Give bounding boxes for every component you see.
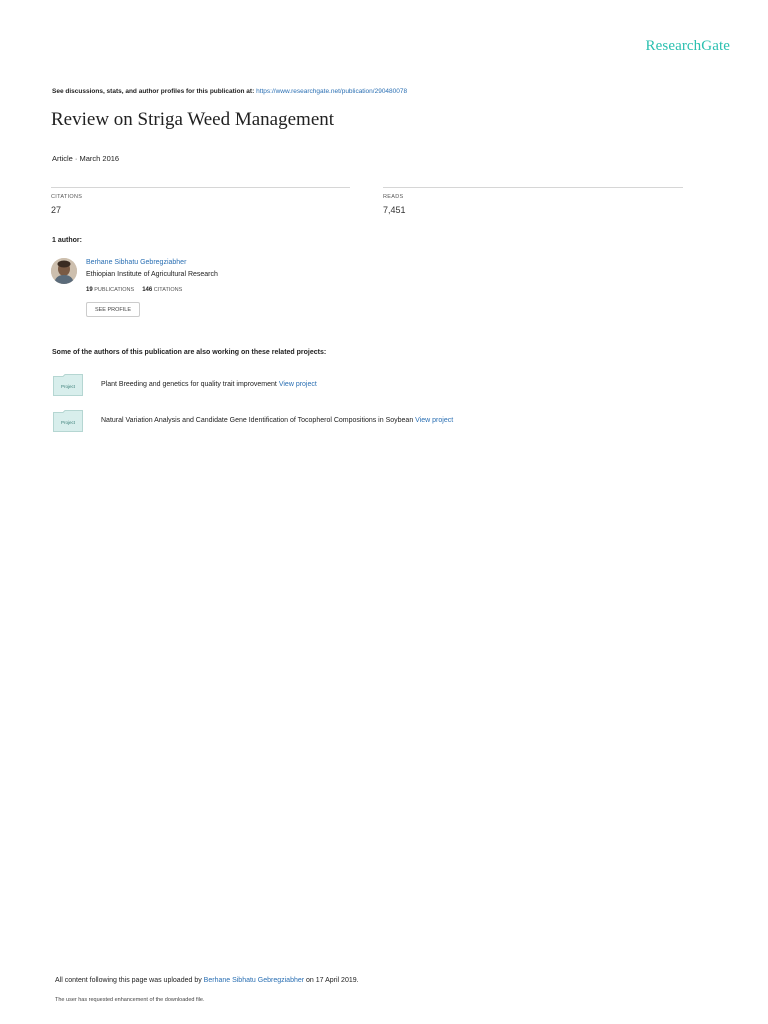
author-publications-label: PUBLICATIONS — [94, 287, 135, 293]
footer-uploader-link[interactable]: Berhane Sibhatu Gebregziabher — [203, 977, 305, 984]
footer-uploaded-line — [55, 977, 359, 984]
reads-label: READS — [383, 194, 404, 200]
citations-stat — [51, 187, 350, 215]
reads-value: 7,451 — [383, 205, 406, 215]
author-institution: Ethiopian Institute of Agricultural Research — [86, 271, 218, 278]
publication-url-link[interactable]: https://www.researchgate.net/publication/290480078 — [256, 88, 408, 95]
see-discussions-text: See discussions, stats, and author profiles for this publication at: — [52, 88, 255, 95]
project-item — [53, 374, 573, 396]
author-citations-label: CITATIONS — [153, 287, 183, 293]
related-projects-heading: Some of the authors of this publication are also working on these related projects: — [52, 349, 327, 356]
project-folder-icon — [53, 374, 83, 396]
article-type-date: Article · March 2016 — [52, 154, 120, 163]
author-photo-icon — [51, 258, 77, 284]
footer-suffix: on 17 April 2019. — [306, 977, 359, 984]
footer-note: The user has requested enhancement of the downloaded file. — [55, 997, 205, 1003]
footer-prefix: All content following this page was uploaded by — [55, 977, 202, 984]
author-name-link[interactable]: Berhane Sibhatu Gebregziabher — [86, 259, 187, 266]
reads-stat — [383, 187, 683, 215]
citations-label: CITATIONS — [51, 194, 83, 200]
author-avatar[interactable] — [51, 258, 77, 284]
author-publications-count: 19 — [86, 287, 93, 293]
project-item — [53, 410, 573, 432]
see-profile-button[interactable]: SEE PROFILE — [86, 302, 140, 317]
project-title: Plant Breeding and genetics for quality trait improvement — [101, 381, 277, 388]
see-discussions-line — [52, 88, 407, 95]
project-icon-label: Project — [60, 420, 76, 425]
project-text — [101, 381, 317, 388]
author-stats — [86, 287, 182, 293]
citations-value: 27 — [51, 205, 62, 215]
project-icon-label: Project — [60, 384, 76, 389]
publication-title: Review on Striga Weed Management — [51, 109, 335, 130]
authors-heading: 1 author: — [52, 237, 82, 244]
project-folder-icon — [53, 410, 83, 432]
project-title: Natural Variation Analysis and Candidate Gene Identification of Tocopherol Compositions in Soybean — [101, 417, 414, 424]
researchgate-logo: ResearchGate — [645, 38, 730, 54]
view-project-link[interactable]: View project — [415, 417, 454, 424]
project-text — [101, 417, 453, 424]
view-project-link[interactable]: View project — [278, 381, 317, 388]
author-citations-count: 146 — [142, 287, 153, 293]
